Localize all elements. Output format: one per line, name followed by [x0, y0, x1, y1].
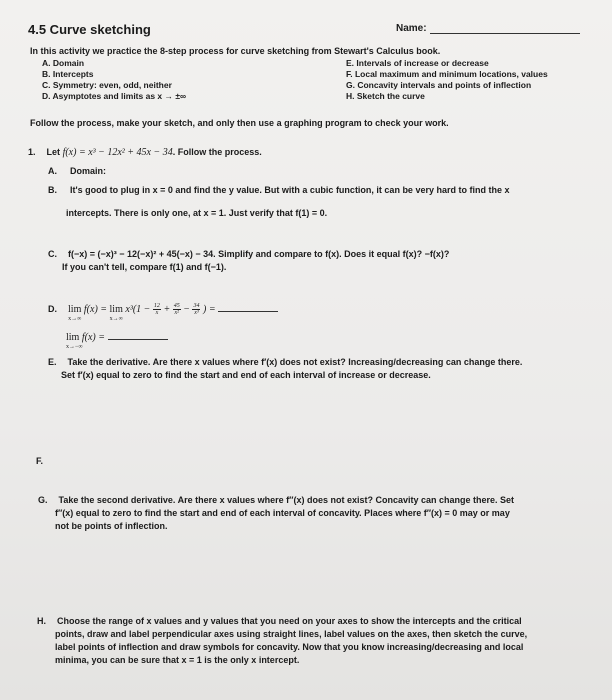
part-e-line1: Take the derivative. Are there x values where f′(x) does not exist? Increasing/decreasing can change there. — [67, 357, 523, 367]
fraction-34-over-x3: $\frac{34}{\text{x³}}$ — [193, 303, 200, 317]
limit-function: f(x) = — [83, 304, 108, 315]
part-a-text: Domain: — [70, 166, 107, 176]
step-item: H. Sketch the curve — [346, 91, 425, 101]
part-d — [48, 303, 278, 322]
step-row — [42, 69, 587, 80]
problem-1-statement — [28, 146, 262, 159]
paren-close: ) = — [203, 304, 216, 315]
part-letter: C. — [48, 249, 57, 259]
step-row — [42, 91, 587, 102]
follow-instruction: Follow the process, make your sketch, and only then use a graphing program to check your work. — [30, 118, 449, 128]
part-g-line3: not be points of inflection. — [55, 521, 168, 531]
answer-blank-limit-neg[interactable] — [108, 331, 168, 340]
part-c-line1: f(−x) = (−x)³ − 12(−x)² + 45(−x) − 34. Simplify and compare to f(x). Does it equal f(x)? −f(x)? — [68, 249, 450, 259]
part-g-line2: f″(x) equal to zero to find the start and end of each interval of concavity. Places where f″(x) = 0 may or may — [55, 508, 510, 518]
part-g-continued — [55, 507, 510, 519]
part-f — [36, 455, 43, 467]
limit-function: f(x) = — [81, 332, 105, 343]
part-e-continued — [61, 369, 431, 381]
fraction-12-over-x: $\frac{12}{x}$ — [153, 303, 160, 317]
part-letter: D. — [48, 304, 57, 314]
limit-operator: lim x→−∞ — [66, 332, 79, 344]
part-h-line2: points, draw and label perpendicular axes using straight lines, label values on the axes, then sketch the curve, — [55, 629, 528, 639]
limit-subscript: x→−∞ — [66, 344, 83, 350]
step-item: D. Asymptotes and limits as x → ±∞ — [42, 91, 187, 101]
minus-sign: − — [183, 304, 190, 315]
part-letter: E. — [48, 357, 57, 367]
limit-subscript: x→∞ — [68, 316, 82, 322]
step-item: F. Local maximum and minimum locations, values — [346, 69, 548, 79]
part-h-line3: label points of inflection and draw symbols for concavity. Now that you know increasing/decreasing and local — [55, 642, 524, 652]
part-b-line2: intercepts. There is only one, at x = 1. Just verify that f(1) = 0. — [66, 208, 328, 218]
part-e — [48, 356, 522, 368]
step-item: B. Intercepts — [42, 69, 94, 79]
part-g-continued — [55, 520, 168, 532]
part-letter: G. — [38, 495, 48, 505]
part-h-line4: minima, you can be sure that x = 1 is the only x intercept. — [55, 655, 300, 665]
part-b — [48, 184, 509, 196]
problem-number: 1. — [28, 147, 36, 157]
name-field-line[interactable] — [430, 33, 580, 34]
limit-operator: lim x→∞ — [68, 304, 81, 316]
part-g-line1: Take the second derivative. Are there x values where f″(x) does not exist? Concavity can change there. Set — [58, 495, 515, 505]
page-title: 4.5 Curve sketching — [28, 22, 151, 37]
step-list — [42, 58, 587, 102]
part-b-continued — [66, 207, 327, 219]
part-a — [48, 165, 106, 177]
step-item: A. Domain — [42, 58, 85, 68]
part-letter: F. — [36, 456, 44, 466]
step-row — [42, 58, 587, 69]
part-d-neg-limit — [66, 331, 168, 350]
part-e-line2: Set f′(x) equal to zero to find the start and end of each interval of increase or decrease. — [61, 370, 431, 380]
x-cubed: x³ — [125, 304, 133, 315]
step-item: C. Symmetry: even, odd, neither — [42, 80, 172, 90]
part-h-continued — [55, 641, 523, 653]
name-label: Name: — [396, 23, 427, 34]
limit-operator: lim x→∞ — [110, 304, 123, 316]
part-c — [48, 248, 449, 260]
part-c-line2: If you can't tell, compare f(1) and f(−1). — [62, 262, 227, 272]
step-row — [42, 80, 587, 91]
problem-function: f(x) = x³ − 12x² + 45x − 34 — [62, 147, 173, 158]
part-letter: B. — [48, 185, 57, 195]
answer-blank-limit-pos[interactable] — [218, 303, 278, 312]
part-h-line1: Choose the range of x values and y values that you need on your axes to show the intercepts and the critical — [57, 616, 522, 626]
problem-lead: Let — [46, 147, 63, 157]
part-h-continued — [55, 654, 299, 666]
part-letter: A. — [48, 166, 57, 176]
fraction-45-over-x2: $\frac{45}{\text{x²}}$ — [173, 303, 180, 317]
paren-open: (1 − — [132, 304, 151, 315]
part-h-continued — [55, 628, 527, 640]
step-item: E. Intervals of increase or decrease — [346, 58, 489, 68]
limit-subscript: x→∞ — [109, 316, 123, 322]
problem-tail: . Follow the process. — [172, 147, 262, 157]
plus-sign: + — [163, 304, 171, 315]
part-g — [38, 494, 514, 506]
step-item: G. Concavity intervals and points of inflection — [346, 80, 532, 90]
intro-text: In this activity we practice the 8-step process for curve sketching from Stewart's Calculus book. — [30, 46, 441, 56]
part-letter: H. — [37, 616, 46, 626]
part-h — [37, 615, 522, 627]
part-b-line1: It's good to plug in x = 0 and find the y value. But with a cubic function, it can be very hard to find the x — [70, 185, 510, 195]
part-c-continued — [62, 261, 226, 273]
